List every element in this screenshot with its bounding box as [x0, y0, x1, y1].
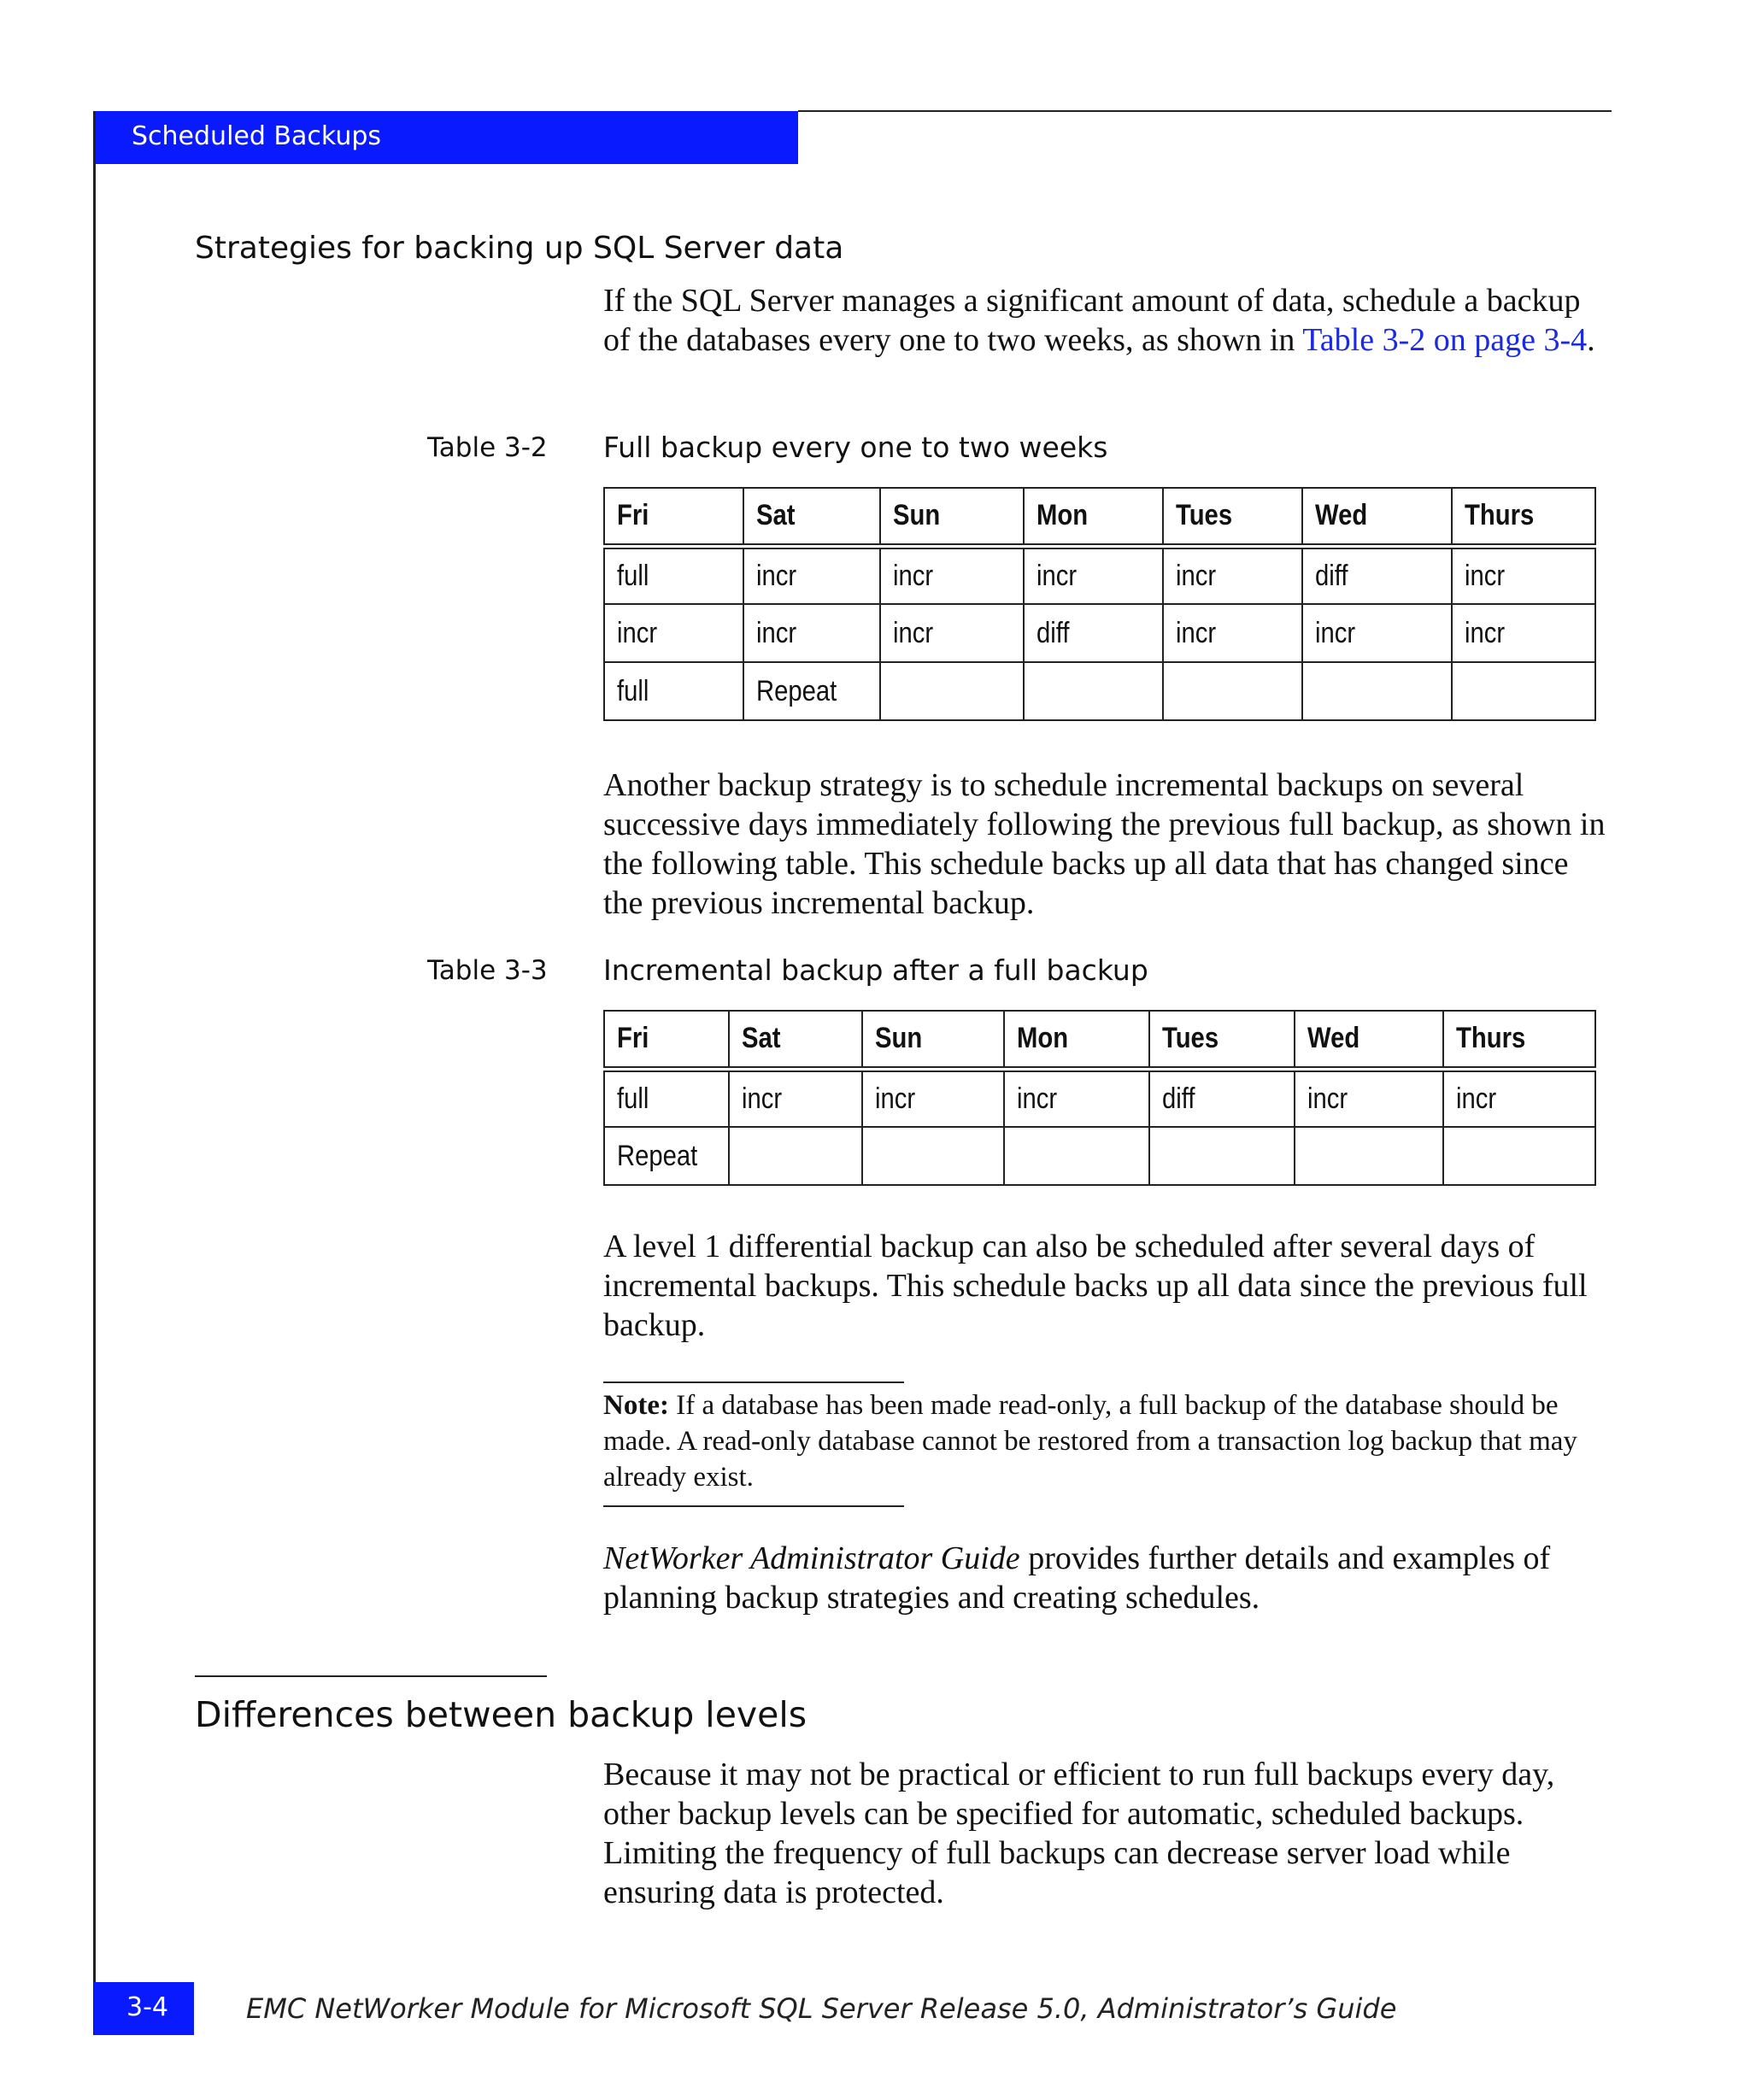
admin-guide-text: provides further details and examples of planning backup strategies and creating schedules. [603, 1540, 1551, 1616]
paragraph-admin-guide [603, 1539, 1612, 1617]
table-header-cell: Tues [1149, 1011, 1295, 1069]
table-cell: full [604, 1069, 729, 1127]
table-header-cell: Fri [604, 1011, 729, 1069]
table-row [604, 1069, 1595, 1127]
table-cell [880, 662, 1024, 720]
section-heading-differences: Differences between backup levels [195, 1694, 807, 1735]
table-3-2-link[interactable]: Table 3-2 on page 3-4 [1302, 322, 1588, 358]
table-cell: incr [743, 604, 880, 662]
table-cell: incr [1024, 546, 1163, 604]
table-cell: full [604, 662, 743, 720]
table-cell: incr [1452, 604, 1595, 662]
table-cell: diff [1149, 1069, 1295, 1127]
table-cell [1452, 662, 1595, 720]
table-header-cell: Wed [1295, 1011, 1443, 1069]
footer-title: EMC NetWorker Module for Microsoft SQL Server Release 5.0, Administrator’s Guide [246, 1992, 1397, 2025]
table-header-cell: Tues [1163, 488, 1302, 546]
table-cell [1443, 1127, 1595, 1185]
table-row [604, 604, 1595, 662]
table-cell: incr [729, 1069, 862, 1127]
table-header-cell: Sun [880, 488, 1024, 546]
running-header-text: Scheduled Backups [132, 121, 382, 151]
table-cell: incr [862, 1069, 1004, 1127]
table-cell: incr [604, 604, 743, 662]
table-3-3-title: Incremental backup after a full backup [603, 953, 1148, 987]
table-row [604, 546, 1595, 604]
intro-text: If the SQL Server manages a significant amount of data, schedule a backup of the databases every one to two weeks, as shown in [603, 283, 1581, 358]
table-cell [1004, 1127, 1149, 1185]
table-cell: incr [743, 546, 880, 604]
table-cell [1149, 1127, 1295, 1185]
table-cell: incr [1295, 1069, 1443, 1127]
note-bottom-rule [603, 1505, 904, 1507]
table-3-2 [603, 487, 1596, 721]
table-header-cell: Wed [1302, 488, 1452, 546]
table-header-cell: Sun [862, 1011, 1004, 1069]
table-cell: Repeat [743, 662, 880, 720]
paragraph-incremental-strategy: Another backup strategy is to schedule incremental backups on several successive days immediately following the previous full backup, as shown in the following table. This schedule backs up all data that has changed since the previous incremental backup. [603, 767, 1606, 921]
page-number-text: 3-4 [126, 1992, 168, 2022]
table-cell: diff [1302, 546, 1452, 604]
table-3-3-label: Table 3-3 [427, 955, 548, 986]
table-row [604, 662, 1595, 720]
note-label: Note: [603, 1390, 669, 1421]
table-cell [1024, 662, 1163, 720]
table-cell: incr [1302, 604, 1452, 662]
table-header-cell: Sat [729, 1011, 862, 1069]
table-3-2-label: Table 3-2 [427, 432, 548, 463]
intro-paragraph [603, 281, 1612, 360]
table-cell: incr [1443, 1069, 1595, 1127]
table-row [604, 1127, 1595, 1185]
table-cell: Repeat [604, 1127, 729, 1185]
table-cell: incr [880, 604, 1024, 662]
table-header-cell: Mon [1024, 488, 1163, 546]
table-header-cell: Sat [743, 488, 880, 546]
section-heading-strategies: Strategies for backing up SQL Server data [195, 231, 844, 266]
table-cell: incr [1452, 546, 1595, 604]
table-cell: incr [1163, 604, 1302, 662]
table-cell: incr [880, 546, 1024, 604]
running-header [94, 111, 798, 164]
intro-end: . [1587, 322, 1595, 358]
header-rule [798, 110, 1612, 112]
table-cell: diff [1024, 604, 1163, 662]
table-cell [1302, 662, 1452, 720]
table-cell [1163, 662, 1302, 720]
table-header-row [604, 488, 1595, 546]
table-3-2-title: Full backup every one to two weeks [603, 431, 1108, 464]
table-cell: incr [1163, 546, 1302, 604]
table-header-cell: Mon [1004, 1011, 1149, 1069]
page-number [94, 1982, 194, 2035]
left-margin-rule [93, 111, 96, 2035]
table-header-cell: Fri [604, 488, 743, 546]
table-cell [862, 1127, 1004, 1185]
admin-guide-title: NetWorker Administrator Guide [603, 1540, 1020, 1576]
note [603, 1387, 1612, 1495]
note-text: If a database has been made read-only, a full backup of the database should be made. A read-only database cannot be restored from a transaction log backup that may already exist. [603, 1390, 1577, 1493]
table-cell: full [604, 546, 743, 604]
table-header-cell: Thurs [1443, 1011, 1595, 1069]
paragraph-differential: A level 1 differential backup can also be scheduled after several days of incremental backups. This schedule backs up all data since the previous full backup. [603, 1229, 1588, 1343]
table-cell: incr [1004, 1069, 1149, 1127]
table-cell [729, 1127, 862, 1185]
paragraph-backup-levels: Because it may not be practical or efficient to run full backups every day, other backup levels can be specified for automatic, scheduled backups. Limiting the frequency of full backups can decrease server load while ensuring data is protected. [603, 1757, 1555, 1910]
table-3-3 [603, 1010, 1596, 1186]
section-rule [195, 1675, 547, 1677]
table-header-row [604, 1011, 1595, 1069]
table-header-cell: Thurs [1452, 488, 1595, 546]
table-cell [1295, 1127, 1443, 1185]
note-top-rule [603, 1381, 904, 1383]
